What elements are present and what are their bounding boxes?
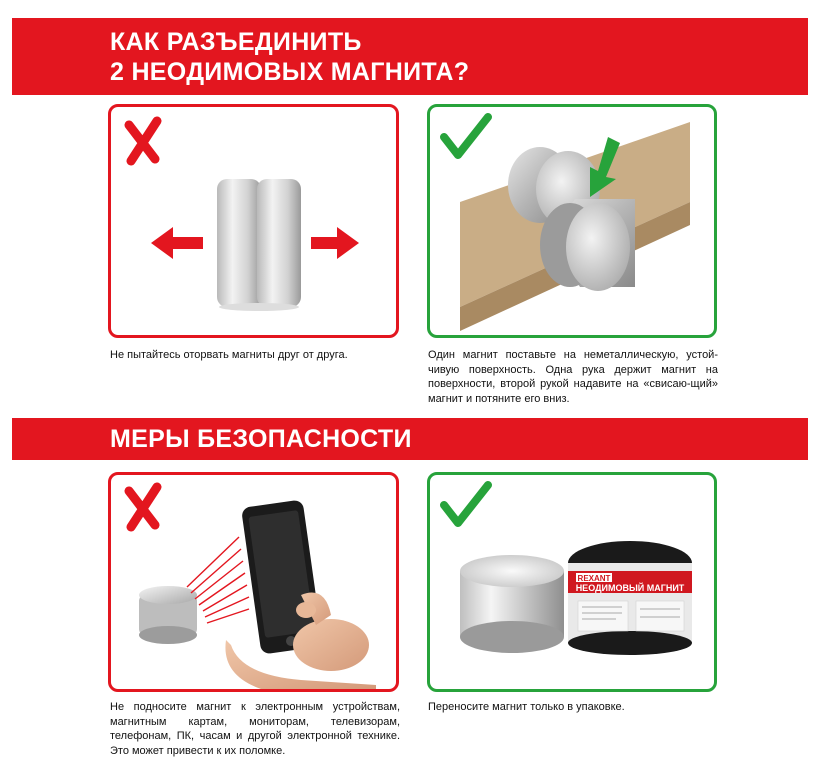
- magnet-disc-illustration: [460, 555, 564, 653]
- arrow-left-icon: [151, 227, 203, 259]
- arrow-right-icon: [311, 227, 359, 259]
- panel-right-separation: [427, 104, 717, 338]
- magnet-disc-illustration: [139, 586, 197, 644]
- smartphone-in-hand-illustration: [225, 499, 376, 689]
- check-mark-icon: [444, 485, 488, 523]
- panel-wrong-safety: [108, 472, 399, 692]
- caption-right-separation: Один магнит поставьте на неметаллическую, устой-чивую поверхность. Одна рука держит магнит на поверхности, второй рукой надавите на «свисаю-щий» магнит и потяните его вниз.: [428, 349, 718, 405]
- caption-wrong-separation: Не пытайтесь оторвать магниты друг от друга.: [110, 349, 348, 361]
- panel-wrong-separation: [108, 104, 399, 338]
- check-mark-icon: [444, 117, 488, 155]
- cross-mark-icon: [129, 121, 157, 161]
- section-banner-separation: [12, 18, 808, 95]
- magnet-pair-illustration: [217, 179, 301, 311]
- cross-mark-icon: [129, 487, 157, 527]
- package-illustration: [568, 541, 692, 655]
- title-line-1: КАК РАЗЪЕДИНИТЬ: [110, 28, 362, 56]
- package-label: НЕОДИМОВЫЙ МАГНИТ: [575, 583, 685, 593]
- section-title-safety: МЕРЫ БЕЗОПАСНОСТИ: [110, 425, 412, 453]
- package-brand: REXANT: [577, 574, 611, 583]
- caption-right-safety: Переносите магнит только в упаковке.: [428, 701, 625, 713]
- panel-right-safety: [427, 472, 717, 692]
- caption-wrong-safety: Не подносите магнит к электронным устройствам, магнитным картам, мониторам, телевизорам, телефонам, ПК, часам и другой электронной технике. Это может привести к их поломке.: [110, 701, 400, 757]
- section-title-separation: [110, 27, 469, 87]
- title-line-2: 2 НЕОДИМОВЫХ МАГНИТА?: [110, 58, 470, 86]
- section-banner-safety: [12, 418, 808, 460]
